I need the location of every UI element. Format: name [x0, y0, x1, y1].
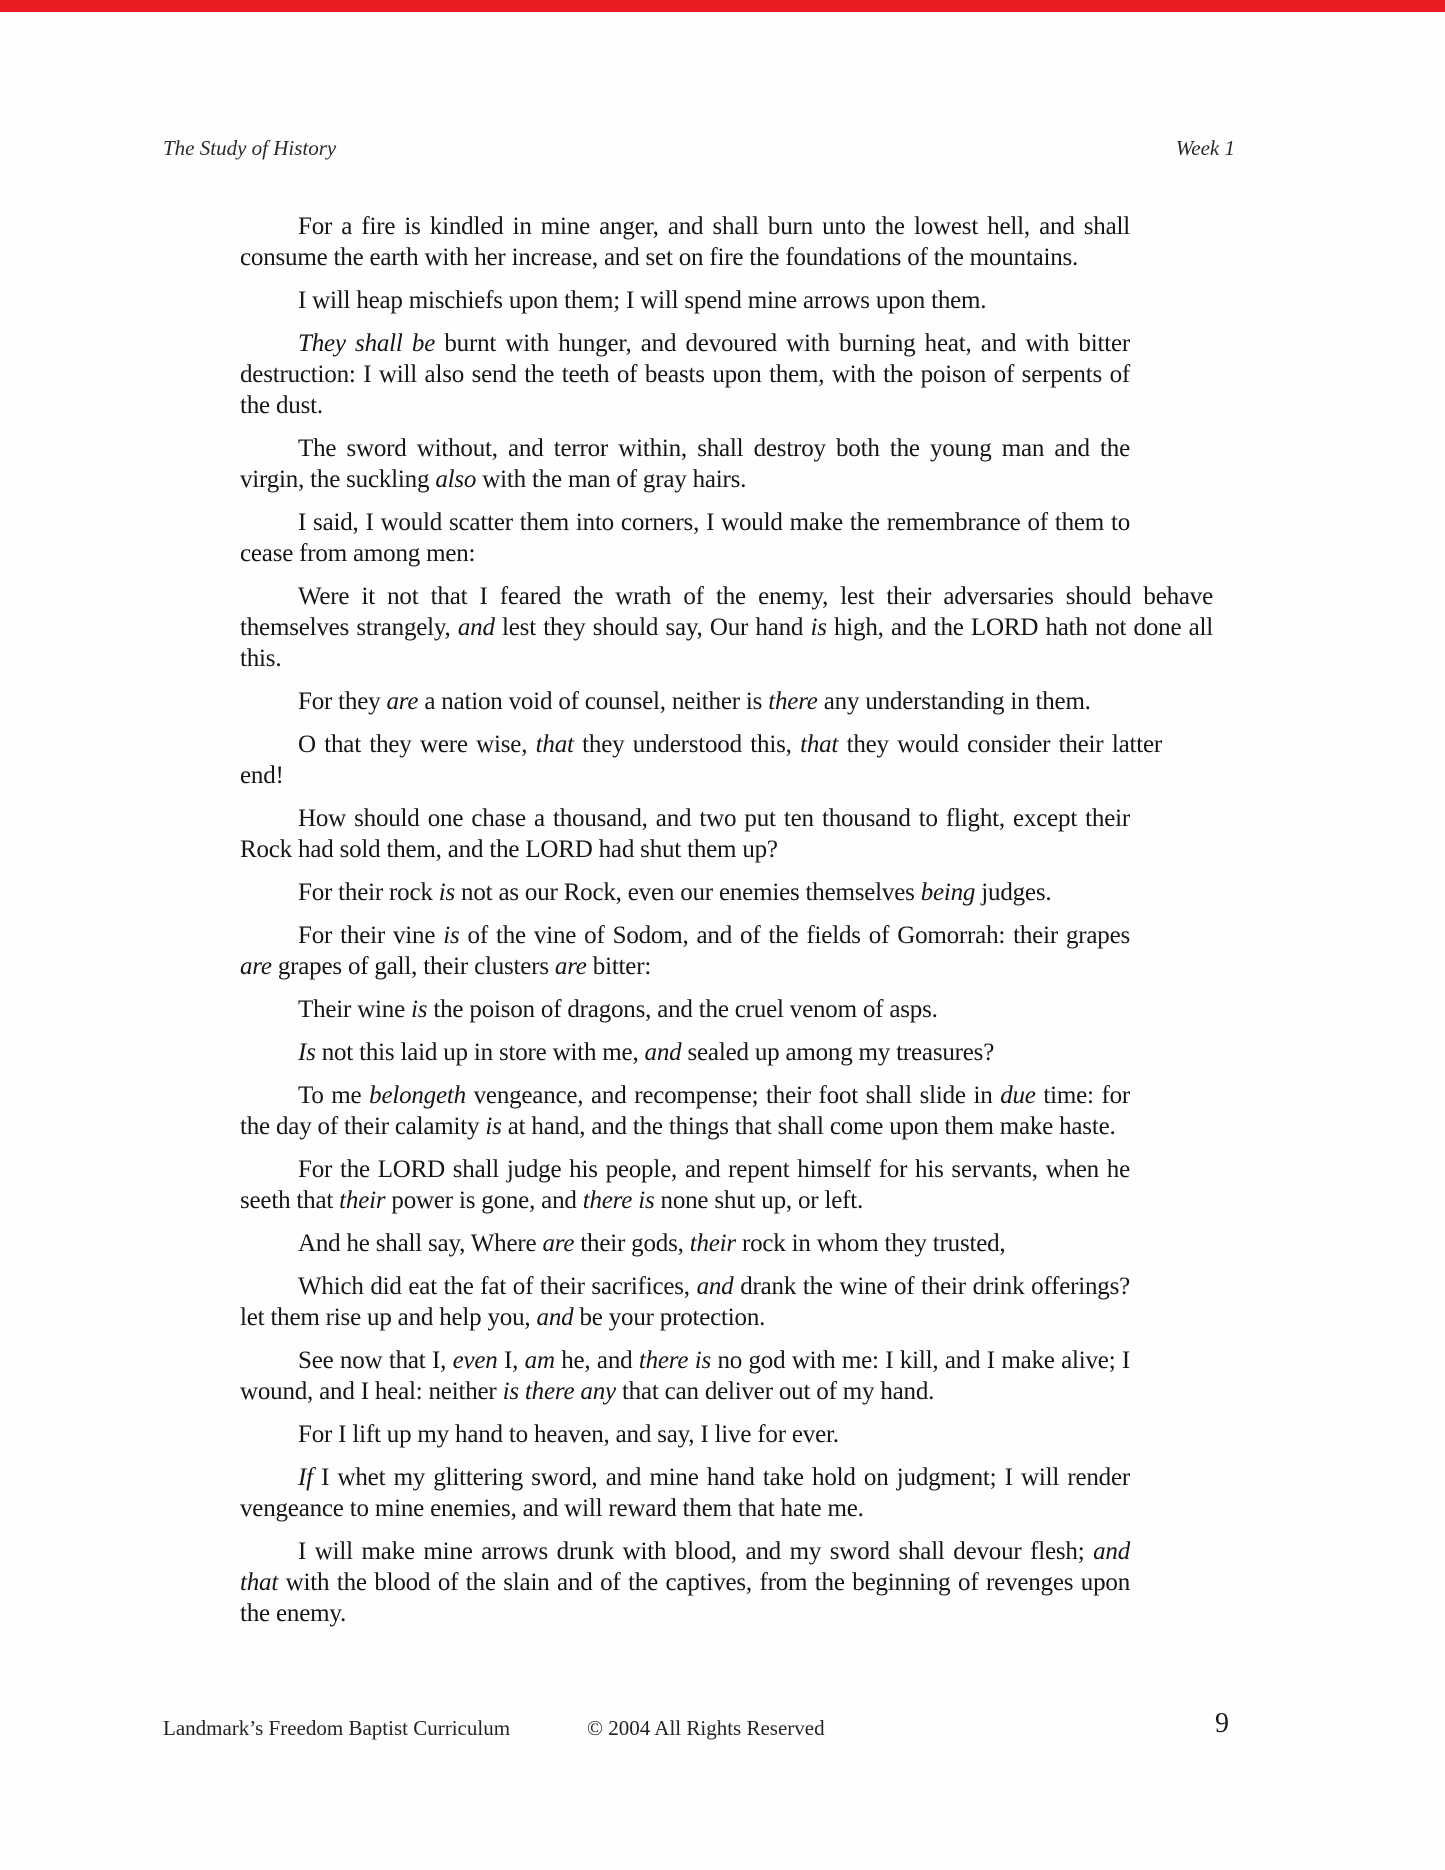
top-red-bar — [0, 0, 1445, 12]
italic-text-run: They shall be — [298, 330, 436, 357]
header-course-title: The Study of History — [163, 136, 337, 160]
text-run: I said, I would scatter them into corners, I would make the remembrance of them to cease from among men: — [240, 509, 1130, 567]
italic-text-run: If — [298, 1464, 313, 1491]
paragraph — [240, 994, 1130, 1025]
text-run: not as our Rock, even our enemies themselves — [455, 879, 921, 906]
footer-copyright: © 2004 All Rights Reserved — [587, 1716, 825, 1740]
paragraph — [240, 1271, 1130, 1333]
text-run: For a fire is kindled in mine anger, and shall burn unto the lowest hell, and shall consume the earth with her increase, and set on fire the foundations of the mountains. — [240, 213, 1130, 271]
paragraph — [240, 1462, 1130, 1524]
paragraph — [240, 211, 1130, 273]
italic-text-run: and — [457, 614, 495, 641]
paragraph — [240, 686, 1162, 717]
text-run: they understood this, — [573, 731, 801, 758]
italic-text-run: and that — [240, 1538, 1130, 1596]
paragraph — [240, 285, 1130, 316]
text-run: drank the wine of their drink offerings? let them rise up and help you, — [240, 1273, 1130, 1331]
paragraph — [240, 1037, 1130, 1068]
text-run: And he shall say, Where — [298, 1230, 543, 1257]
text-run: For the LORD shall judge his people, and repent himself for his servants, when he seeth that — [240, 1156, 1130, 1214]
text-run: The sword without, and terror within, shall destroy both the young man and the virgin, the suckling — [240, 435, 1130, 493]
text-run: with the man of gray hairs. — [476, 466, 747, 493]
header-week-label: Week 1 — [1175, 136, 1235, 160]
text-run: Which did eat the fat of their sacrifices, — [298, 1273, 697, 1300]
text-run: For they — [298, 688, 387, 715]
text-run: he, and — [554, 1347, 639, 1374]
text-run: not this laid up in store with me, — [315, 1039, 645, 1066]
paragraph — [240, 581, 1213, 674]
paragraph — [240, 803, 1130, 865]
page-footer — [0, 1708, 1445, 1772]
text-run: I whet my glittering sword, and mine hand take hold on judgment; I will render vengeance to mine enemies, and will reward them that hate me. — [240, 1464, 1130, 1522]
text-run: the poison of dragons, and the cruel venom of asps. — [427, 996, 938, 1023]
italic-text-run: there — [768, 688, 818, 715]
italic-text-run: is — [443, 922, 460, 949]
italic-text-run: is — [485, 1113, 502, 1140]
paragraph — [240, 729, 1162, 791]
scripture-text-block — [240, 211, 1213, 1641]
italic-text-run: and — [536, 1304, 574, 1331]
text-run: For their rock — [298, 879, 439, 906]
paragraph — [240, 328, 1130, 421]
paragraph — [240, 1345, 1130, 1407]
italic-text-run: their — [339, 1187, 386, 1214]
text-run: any understanding in them. — [817, 688, 1091, 715]
italic-text-run: are — [240, 953, 272, 980]
text-run: sealed up among my treasures? — [681, 1039, 995, 1066]
italic-text-run: due — [1000, 1082, 1036, 1109]
italic-text-run: that — [535, 731, 574, 758]
text-run: no god with me: I kill, and I make alive; I wound, and I heal: neither — [240, 1347, 1130, 1405]
paragraph — [240, 433, 1130, 495]
paragraph — [240, 1419, 1130, 1450]
text-run: For their vine — [298, 922, 444, 949]
text-run: I will make mine arrows drunk with blood, and my sword shall devour flesh; — [298, 1538, 1094, 1565]
text-run: See now that I, — [298, 1347, 453, 1374]
italic-text-run: even — [452, 1347, 498, 1374]
text-run: To me — [298, 1082, 370, 1109]
paragraph — [240, 507, 1130, 569]
paragraph — [240, 1154, 1130, 1216]
italic-text-run: are — [542, 1230, 575, 1257]
text-run: lest they should say, Our hand — [494, 614, 811, 641]
paragraph — [240, 1228, 1130, 1259]
paragraph — [240, 877, 1130, 908]
text-run: grapes of gall, their clusters — [271, 953, 555, 980]
italic-text-run: there is — [638, 1347, 712, 1374]
text-run: rock in whom they trusted, — [735, 1230, 1006, 1257]
text-run: Their wine — [298, 996, 412, 1023]
text-run: with the blood of the slain and of the captives, from the beginning of revenges upon the enemy. — [240, 1569, 1130, 1627]
text-run: I will heap mischiefs upon them; I will spend mine arrows upon them. — [298, 287, 987, 314]
paragraph — [240, 1080, 1130, 1142]
text-run: they would consider their latter end! — [240, 731, 1162, 789]
italic-text-run: are — [554, 953, 587, 980]
italic-text-run: is — [438, 879, 455, 906]
text-run: that can deliver out of my hand. — [615, 1378, 935, 1405]
text-run: at hand, and the things that shall come upon them make haste. — [501, 1113, 1116, 1140]
italic-text-run: belongeth — [369, 1082, 466, 1109]
text-run: none shut up, or left. — [654, 1187, 864, 1214]
text-run: a nation void of counsel, neither is — [418, 688, 769, 715]
italic-text-run: their — [689, 1230, 736, 1257]
italic-text-run: being — [920, 879, 976, 906]
text-run: burnt with hunger, and devoured with burning heat, and with bitter destruction: I will also send the teeth of beasts upon them, with the poison of serpents of the dust. — [240, 330, 1130, 419]
italic-text-run: am — [524, 1347, 555, 1374]
italic-text-run: there is — [582, 1187, 655, 1214]
text-run: How should one chase a thousand, and two put ten thousand to flight, except their Rock had sold them, and the LORD had shut them up? — [240, 805, 1130, 863]
italic-text-run: also — [435, 466, 477, 493]
text-run: vengeance, and recompense; their foot shall slide in — [465, 1082, 1001, 1109]
text-run: high, and the LORD hath not done all this. — [240, 614, 1213, 672]
page-number: 9 — [1215, 1708, 1229, 1739]
text-run: For I lift up my hand to heaven, and say, I live for ever. — [298, 1421, 839, 1448]
text-run: time: for the day of their calamity — [240, 1082, 1130, 1140]
paragraph — [240, 920, 1130, 982]
text-run: bitter: — [586, 953, 652, 980]
text-run: power is gone, and — [385, 1187, 583, 1214]
footer-curriculum-name: Landmark’s Freedom Baptist Curriculum — [163, 1716, 511, 1740]
italic-text-run: is there any — [502, 1378, 616, 1405]
italic-text-run: is — [810, 614, 827, 641]
text-run: O that they were wise, — [298, 731, 536, 758]
page-header — [163, 136, 1235, 161]
text-run: judges. — [975, 879, 1052, 906]
text-run: of the vine of Sodom, and of the fields of Gomorrah: their grapes — [459, 922, 1130, 949]
text-run: Were it not that I feared the wrath of the enemy, lest their adversaries should behave themselves strangely, — [240, 583, 1213, 641]
italic-text-run: that — [800, 731, 839, 758]
italic-text-run: and — [696, 1273, 734, 1300]
text-run: be your protection. — [573, 1304, 766, 1331]
italic-text-run: is — [411, 996, 428, 1023]
paragraph — [240, 1536, 1130, 1629]
italic-text-run: are — [386, 688, 419, 715]
text-run: their gods, — [574, 1230, 690, 1257]
italic-text-run: and — [644, 1039, 682, 1066]
italic-text-run: Is — [298, 1039, 316, 1066]
text-run: I, — [497, 1347, 525, 1374]
